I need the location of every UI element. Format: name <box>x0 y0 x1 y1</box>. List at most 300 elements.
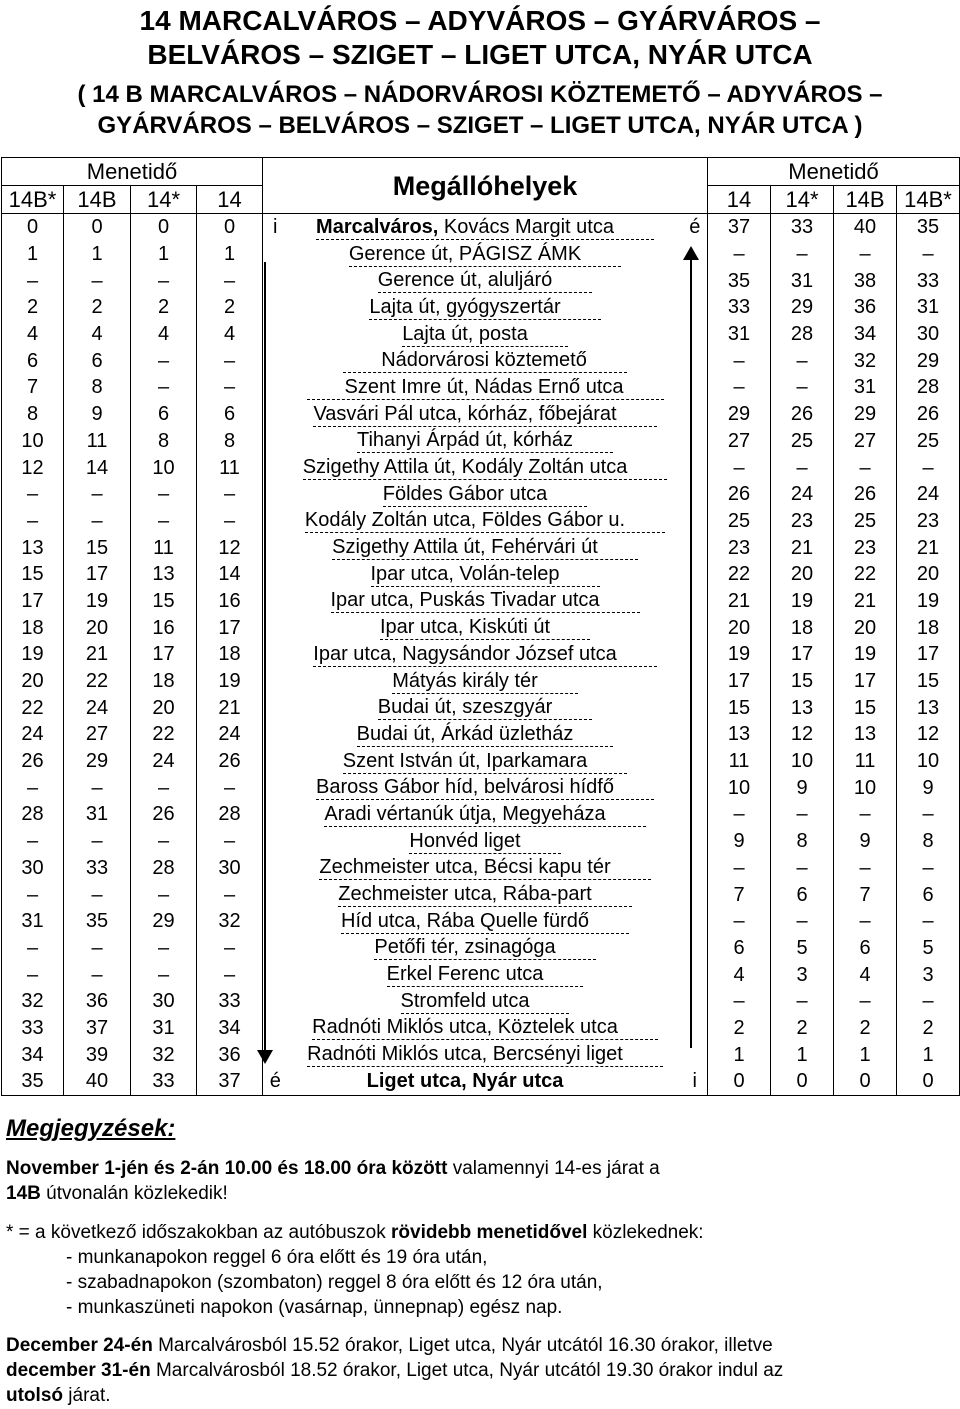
stop-name <box>288 454 683 481</box>
stop-name <box>288 508 683 535</box>
stop-name <box>288 694 683 721</box>
time-cell-left: – <box>64 935 131 962</box>
time-cell-right: – <box>834 241 897 268</box>
stop-name-text <box>331 588 640 613</box>
time-cell-right: 33 <box>897 267 960 294</box>
time-cell-right: 13 <box>771 694 834 721</box>
stop-name <box>288 214 683 241</box>
time-cell-left: 26 <box>131 801 197 828</box>
stop-name-regular: Ipar utca, Puskás Tivadar utca <box>330 589 600 612</box>
direction-marker-right <box>683 374 708 401</box>
time-cell-right: 21 <box>897 534 960 561</box>
direction-marker-left <box>263 614 288 641</box>
direction-marker-left <box>263 374 288 401</box>
stop-name-regular: Lajta út, gyógyszertár <box>369 295 561 318</box>
direction-marker-left <box>263 481 288 508</box>
direction-marker-right <box>683 1015 708 1042</box>
stop-name <box>288 534 683 561</box>
stop-name-regular: Mátyás király tér <box>392 669 538 692</box>
time-cell-left: – <box>2 961 64 988</box>
table-row <box>2 321 960 348</box>
time-cell-left: – <box>131 508 197 535</box>
direction-marker-right <box>683 614 708 641</box>
time-cell-left: 20 <box>2 668 64 695</box>
note-december-line-1 <box>6 1334 773 1358</box>
table-row <box>2 668 960 695</box>
time-cell-right: 13 <box>708 721 771 748</box>
time-cell-right: 19 <box>834 641 897 668</box>
time-cell-left: 16 <box>197 588 263 615</box>
direction-marker-right <box>683 347 708 374</box>
stop-name-regular: Ipar utca, Nagysándor József utca <box>313 642 617 665</box>
time-cell-right: 27 <box>708 428 771 455</box>
stop-name <box>288 614 683 641</box>
stop-name-regular: Stromfeld utca <box>400 989 530 1012</box>
direction-marker-right <box>683 855 708 882</box>
time-cell-left: 14 <box>64 454 131 481</box>
direction-marker-left <box>263 401 288 428</box>
stop-name-regular: Híd utca, Rába Quelle fürdő <box>341 909 589 932</box>
time-cell-left: 1 <box>197 241 263 268</box>
time-cell-right: 31 <box>897 294 960 321</box>
time-cell-right: 0 <box>708 1068 771 1095</box>
time-cell-left: – <box>131 935 197 962</box>
time-cell-left: 17 <box>2 588 64 615</box>
table-row <box>2 1068 960 1095</box>
time-cell-left: 13 <box>2 534 64 561</box>
time-cell-left: 31 <box>64 801 131 828</box>
stop-name-text <box>332 535 638 560</box>
time-cell-right: 15 <box>771 668 834 695</box>
time-cell-left: 34 <box>2 1041 64 1068</box>
time-cell-right: 5 <box>897 935 960 962</box>
direction-marker-right <box>683 721 708 748</box>
table-row <box>2 828 960 855</box>
time-cell-right: 10 <box>834 774 897 801</box>
time-cell-left: 27 <box>64 721 131 748</box>
time-cell-left: 24 <box>197 721 263 748</box>
stop-name <box>288 481 683 508</box>
time-cell-left: – <box>2 267 64 294</box>
direction-marker-right <box>683 801 708 828</box>
time-cell-right: 4 <box>708 961 771 988</box>
time-cell-right: – <box>834 454 897 481</box>
time-cell-left: 12 <box>2 454 64 481</box>
time-cell-right: 23 <box>834 534 897 561</box>
time-cell-right: 24 <box>897 481 960 508</box>
time-cell-right: – <box>897 241 960 268</box>
table-row <box>2 561 960 588</box>
stop-name-text <box>401 989 570 1014</box>
time-cell-right: 25 <box>834 508 897 535</box>
direction-marker-right <box>683 428 708 455</box>
time-cell-left: 1 <box>2 241 64 268</box>
note-14b-bold: 14B <box>6 1183 41 1204</box>
stop-name-regular: Ipar utca, Kiskúti út <box>379 616 551 639</box>
direction-marker-right <box>683 561 708 588</box>
direction-marker-left <box>263 1015 288 1042</box>
stop-name-text <box>392 669 578 694</box>
time-cell-right: 34 <box>834 321 897 348</box>
direction-marker-left <box>263 908 288 935</box>
time-cell-right: 0 <box>834 1068 897 1095</box>
title-line-1: 14 MARCALVÁROS – ADYVÁROS – GYÁRVÁROS – <box>139 5 821 36</box>
table-row <box>2 588 960 615</box>
time-cell-right: 23 <box>771 508 834 535</box>
direction-marker-left <box>263 321 288 348</box>
time-cell-right: 17 <box>771 641 834 668</box>
table-row <box>2 1041 960 1068</box>
time-cell-left: – <box>64 828 131 855</box>
time-cell-right: – <box>771 347 834 374</box>
time-cell-left: 29 <box>131 908 197 935</box>
time-cell-right: 2 <box>897 1015 960 1042</box>
col-left-14bstar: 14B* <box>2 186 64 214</box>
time-cell-right: – <box>708 801 771 828</box>
time-cell-left: – <box>197 935 263 962</box>
stop-name <box>288 401 683 428</box>
time-cell-right: – <box>897 988 960 1015</box>
col-right-14star: 14* <box>771 186 834 214</box>
note-star-item-1: - munkanapokon reggel 6 óra előtt és 19 óra után, <box>66 1247 488 1268</box>
time-cell-right: 31 <box>708 321 771 348</box>
time-cell-left: 0 <box>2 214 64 241</box>
time-cell-left: 30 <box>2 855 64 882</box>
stop-name <box>288 988 683 1015</box>
time-cell-left: 31 <box>2 908 64 935</box>
time-cell-left: 14 <box>197 561 263 588</box>
direction-marker-left <box>263 454 288 481</box>
time-cell-right: 25 <box>771 428 834 455</box>
table-row <box>2 935 960 962</box>
direction-marker-right: i <box>683 1068 708 1095</box>
direction-marker-right <box>683 508 708 535</box>
time-cell-right: 37 <box>708 214 771 241</box>
stop-name <box>288 428 683 455</box>
stop-name-text <box>383 482 588 507</box>
time-cell-left: 33 <box>2 1015 64 1042</box>
time-cell-left: 10 <box>131 454 197 481</box>
note-star-line <box>6 1221 704 1245</box>
time-cell-left: – <box>2 508 64 535</box>
time-cell-left: 15 <box>131 588 197 615</box>
time-cell-left: – <box>131 374 197 401</box>
time-cell-left: 4 <box>2 321 64 348</box>
time-cell-right: 0 <box>897 1068 960 1095</box>
time-cell-left: – <box>131 347 197 374</box>
stop-name-text <box>357 428 613 453</box>
time-cell-right: 31 <box>834 374 897 401</box>
time-cell-right: 35 <box>897 214 960 241</box>
time-cell-right: 21 <box>708 588 771 615</box>
time-cell-right: 15 <box>834 694 897 721</box>
table-row <box>2 721 960 748</box>
time-cell-left: 17 <box>131 641 197 668</box>
direction-arrow-down-icon <box>257 1050 273 1064</box>
time-cell-left: 33 <box>131 1068 197 1095</box>
stop-name <box>288 321 683 348</box>
direction-marker-right <box>683 454 708 481</box>
time-cell-left: 6 <box>64 347 131 374</box>
time-cell-right: – <box>771 801 834 828</box>
time-cell-left: – <box>197 374 263 401</box>
col-left-14star: 14* <box>131 186 197 214</box>
stop-name-regular: Földes Gábor utca <box>382 482 548 505</box>
time-cell-right: 10 <box>708 774 771 801</box>
direction-marker-right <box>683 294 708 321</box>
time-cell-left: 24 <box>64 694 131 721</box>
stops-header: Megállóhelyek <box>263 158 708 214</box>
stop-name-text <box>312 1015 658 1040</box>
direction-marker-right <box>683 908 708 935</box>
stop-name-text <box>341 909 629 934</box>
time-cell-right: 6 <box>897 881 960 908</box>
table-row <box>2 347 960 374</box>
stop-name-regular: Baross Gábor híd, belvárosi hídfő <box>316 776 614 799</box>
time-cell-right: – <box>771 454 834 481</box>
stop-name <box>288 668 683 695</box>
stop-name-regular: Kovács Margit utca <box>438 215 614 238</box>
time-cell-left: 4 <box>197 321 263 348</box>
note-dec24-text: Marcalvárosból 15.52 órakor, Liget utca, Nyár utcától 16.30 órakor, illetve <box>152 1335 773 1356</box>
stop-name <box>288 588 683 615</box>
time-cell-left: – <box>197 774 263 801</box>
time-cell-right: 17 <box>834 668 897 695</box>
stop-name-text <box>305 508 665 533</box>
time-cell-left: 21 <box>197 694 263 721</box>
time-cell-left: 28 <box>197 801 263 828</box>
stop-name <box>288 347 683 374</box>
time-cell-right: 8 <box>771 828 834 855</box>
direction-marker-left <box>263 774 288 801</box>
direction-marker-right <box>683 1041 708 1068</box>
time-cell-right: 3 <box>897 961 960 988</box>
time-cell-right: 26 <box>708 481 771 508</box>
time-cell-left: – <box>197 267 263 294</box>
time-cell-right: 19 <box>771 588 834 615</box>
table-row <box>2 748 960 775</box>
time-cell-left: – <box>2 481 64 508</box>
time-cell-right: 20 <box>834 614 897 641</box>
table-row <box>2 241 960 268</box>
direction-marker-left <box>263 748 288 775</box>
time-cell-right: 1 <box>834 1041 897 1068</box>
stop-name <box>288 801 683 828</box>
stop-name-text <box>313 642 657 667</box>
timetable <box>1 157 960 1096</box>
direction-marker-left <box>263 935 288 962</box>
time-cell-left: 11 <box>64 428 131 455</box>
stop-name-text <box>357 722 614 747</box>
time-cell-right: 6 <box>708 935 771 962</box>
time-cell-right: 13 <box>897 694 960 721</box>
stop-name-regular: Gerence út, PÁGISZ ÁMK <box>348 242 582 265</box>
time-cell-right: 33 <box>771 214 834 241</box>
time-cell-left: 2 <box>2 294 64 321</box>
time-cell-right: – <box>708 241 771 268</box>
table-row <box>2 881 960 908</box>
time-cell-left: – <box>131 881 197 908</box>
stop-name-text <box>343 348 627 373</box>
stop-name-text <box>313 402 656 427</box>
time-cell-left: – <box>131 267 197 294</box>
stop-name-regular: Zechmeister utca, Rába-part <box>338 883 592 906</box>
time-cell-left: 11 <box>131 534 197 561</box>
time-cell-right: 7 <box>834 881 897 908</box>
time-cell-left: 35 <box>2 1068 64 1095</box>
direction-marker-left <box>263 428 288 455</box>
direction-marker-right <box>683 961 708 988</box>
time-cell-left: 32 <box>2 988 64 1015</box>
time-cell-left: 20 <box>131 694 197 721</box>
time-cell-right: 9 <box>897 774 960 801</box>
time-cell-left: 35 <box>64 908 131 935</box>
stop-name-text <box>378 695 593 720</box>
direction-marker-right <box>683 588 708 615</box>
time-cell-left: 33 <box>64 855 131 882</box>
direction-marker-left <box>263 267 288 294</box>
table-row <box>2 374 960 401</box>
time-cell-left: – <box>64 267 131 294</box>
direction-marker-right <box>683 828 708 855</box>
time-cell-right: 2 <box>771 1015 834 1042</box>
stop-name <box>288 241 683 268</box>
time-cell-left: 36 <box>197 1041 263 1068</box>
stop-name-regular: Vasvári Pál utca, kórház, főbejárat <box>313 402 617 425</box>
time-cell-right: 20 <box>708 614 771 641</box>
time-cell-left: 0 <box>64 214 131 241</box>
direction-marker-left <box>263 721 288 748</box>
time-cell-left: 30 <box>131 988 197 1015</box>
time-cell-right: 6 <box>834 935 897 962</box>
stop-name-regular: Szigethy Attila út, Fehérvári út <box>332 536 598 559</box>
direction-marker-left <box>263 534 288 561</box>
direction-marker-right <box>683 881 708 908</box>
direction-marker-right <box>683 668 708 695</box>
time-cell-right: 19 <box>708 641 771 668</box>
time-cell-left: 15 <box>2 561 64 588</box>
time-cell-right: – <box>708 855 771 882</box>
time-cell-right: – <box>708 347 771 374</box>
stop-name-regular: Kodály Zoltán utca, Földes Gábor u. <box>304 509 626 532</box>
time-cell-right: 22 <box>708 561 771 588</box>
stop-name-text <box>349 242 621 267</box>
stop-name-text <box>307 375 664 400</box>
time-cell-right: 26 <box>771 401 834 428</box>
menetido-left-header: Menetidő <box>2 158 263 186</box>
stop-name <box>288 1015 683 1042</box>
time-cell-right: 12 <box>897 721 960 748</box>
time-cell-right: – <box>897 855 960 882</box>
table-row <box>2 481 960 508</box>
time-cell-right: 15 <box>708 694 771 721</box>
direction-marker-right <box>683 641 708 668</box>
time-cell-right: 24 <box>771 481 834 508</box>
stop-name-regular: Radnóti Miklós utca, Bercsényi liget <box>307 1043 623 1066</box>
time-cell-right: 11 <box>834 748 897 775</box>
stop-name <box>288 935 683 962</box>
direction-marker-left: é <box>263 1068 288 1095</box>
time-cell-left: 10 <box>2 428 64 455</box>
direction-marker-right <box>683 401 708 428</box>
table-row <box>2 855 960 882</box>
table-row <box>2 294 960 321</box>
time-cell-right: 25 <box>708 508 771 535</box>
direction-marker-left <box>263 961 288 988</box>
time-cell-right: – <box>897 908 960 935</box>
time-cell-left: – <box>2 774 64 801</box>
table-row <box>2 694 960 721</box>
time-cell-left: 8 <box>131 428 197 455</box>
time-cell-left: – <box>197 347 263 374</box>
time-cell-left: 29 <box>64 748 131 775</box>
note-star-text-1: * = a következő időszakokban az autóbuszok <box>6 1222 391 1243</box>
time-cell-left: 16 <box>131 614 197 641</box>
time-cell-left: 12 <box>197 534 263 561</box>
stop-name-text <box>402 322 568 347</box>
time-cell-right: – <box>708 454 771 481</box>
stop-name <box>288 1068 683 1095</box>
time-cell-right: 9 <box>834 828 897 855</box>
stop-name-text <box>316 215 654 240</box>
stop-name-regular: Szigethy Attila út, Kodály Zoltán utca <box>302 456 628 479</box>
table-row <box>2 214 960 241</box>
time-cell-right: 29 <box>771 294 834 321</box>
time-cell-right: 30 <box>897 321 960 348</box>
time-cell-left: 8 <box>64 374 131 401</box>
direction-marker-left <box>263 241 288 268</box>
direction-marker-left <box>263 668 288 695</box>
time-cell-right: 18 <box>771 614 834 641</box>
time-cell-right: 40 <box>834 214 897 241</box>
table-row <box>2 508 960 535</box>
stop-name-regular: Budai út, szeszgyár <box>377 696 553 719</box>
time-cell-right: 29 <box>834 401 897 428</box>
time-cell-right: 9 <box>708 828 771 855</box>
stop-name-text <box>374 935 595 960</box>
stop-name-text <box>316 775 654 800</box>
direction-marker-left <box>263 294 288 321</box>
table-row <box>2 801 960 828</box>
time-cell-left: 17 <box>64 561 131 588</box>
time-cell-right: – <box>834 908 897 935</box>
time-cell-left: – <box>64 881 131 908</box>
time-cell-left: 40 <box>64 1068 131 1095</box>
time-cell-left: 6 <box>131 401 197 428</box>
stop-name-text <box>369 295 600 320</box>
stop-name-text <box>307 1042 663 1067</box>
stop-name-text <box>319 855 650 880</box>
time-cell-right: – <box>708 374 771 401</box>
time-cell-right: 21 <box>834 588 897 615</box>
time-cell-left: 18 <box>131 668 197 695</box>
stop-name <box>288 774 683 801</box>
direction-marker-left <box>263 508 288 535</box>
direction-marker-right <box>683 694 708 721</box>
stop-name-text <box>380 615 590 640</box>
stop-name-regular: Szent Imre út, Nádas Ernő utca <box>344 375 624 398</box>
stop-name <box>288 267 683 294</box>
note-december-line-2 <box>6 1359 783 1383</box>
table-row <box>2 454 960 481</box>
time-cell-left: – <box>64 961 131 988</box>
time-cell-right: 1 <box>708 1041 771 1068</box>
stop-name-regular: Erkel Ferenc utca <box>386 963 544 986</box>
time-cell-right: – <box>834 855 897 882</box>
stop-name-regular: Nádorvárosi köztemető <box>381 349 587 372</box>
time-cell-left: 19 <box>197 668 263 695</box>
stop-name-regular: Ipar utca, Volán-telep <box>370 562 560 585</box>
